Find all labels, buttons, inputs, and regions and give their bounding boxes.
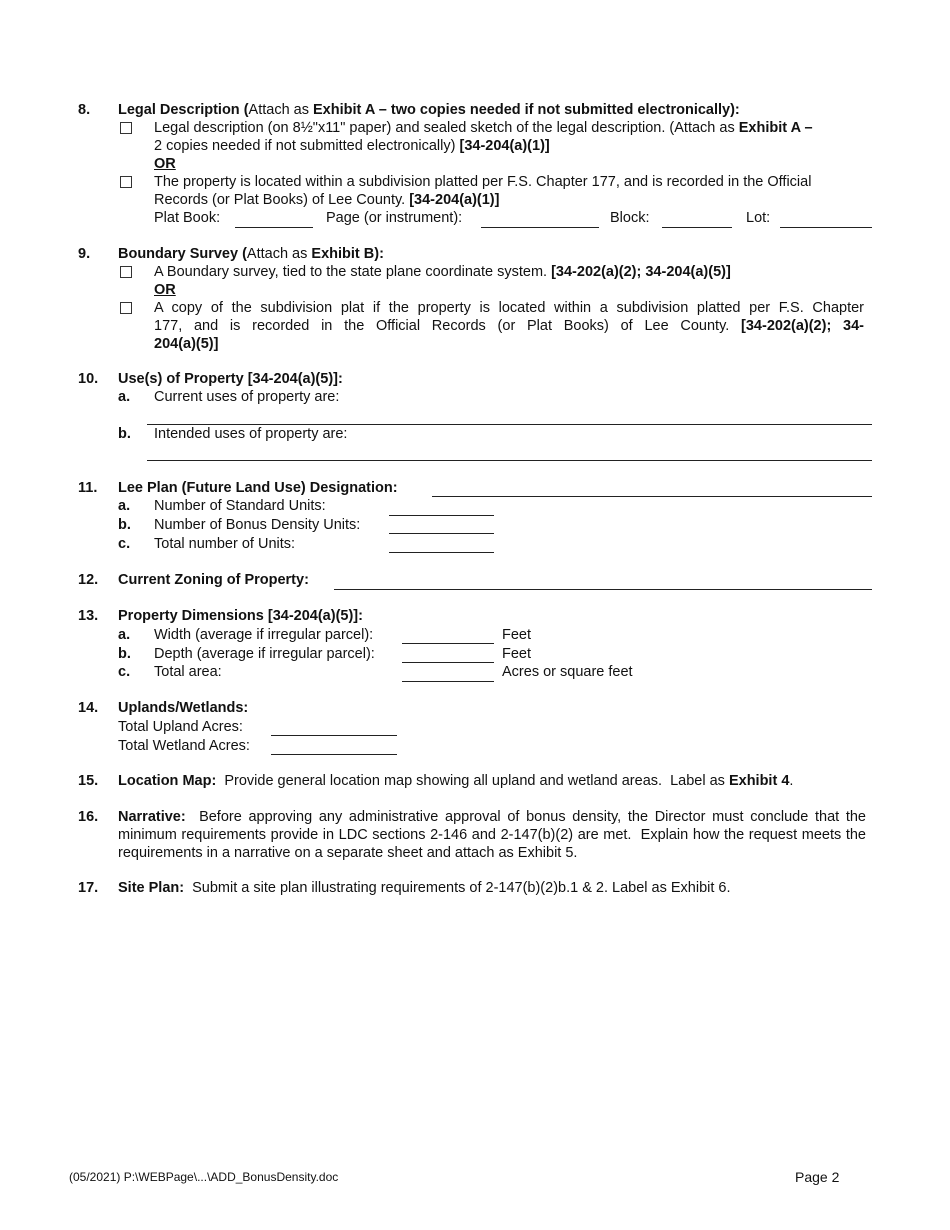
section-13-title: Property Dimensions [34-204(a)(5)]:	[118, 608, 363, 624]
section-9-title: Boundary Survey (Attach as Exhibit B):	[118, 246, 384, 262]
lot-label: Lot:	[746, 210, 771, 226]
legal-description-option-line1: Legal description (on 8½"x11" paper) and sealed sketch of the legal description. (Attach as Exhibit A –	[154, 120, 813, 136]
item-letter-b: b.	[118, 646, 131, 662]
total-units-label: Total number of Units:	[154, 536, 296, 552]
depth-label: Depth (average if irregular parcel):	[154, 646, 375, 662]
lot-field[interactable]	[780, 227, 872, 228]
item-letter-a: a.	[118, 389, 131, 405]
block-label: Block:	[610, 210, 650, 226]
plat-book-label: Plat Book:	[154, 210, 221, 226]
section-16-number: 16.	[78, 809, 99, 825]
footer-page-number: Page 2	[795, 1169, 840, 1185]
section-12-number: 12.	[78, 572, 99, 588]
item-letter-a: a.	[118, 627, 131, 643]
standard-units-label: Number of Standard Units:	[154, 498, 326, 514]
section-11-number: 11.	[78, 480, 98, 496]
depth-field[interactable]	[402, 662, 494, 663]
standard-units-field[interactable]	[389, 515, 494, 516]
page-instrument-field[interactable]	[481, 227, 599, 228]
width-label: Width (average if irregular parcel):	[154, 627, 374, 643]
width-field[interactable]	[402, 643, 494, 644]
total-area-label: Total area:	[154, 664, 222, 680]
subdivision-plat-copy-checkbox[interactable]	[120, 302, 132, 314]
section-8-title: Legal Description (Attach as Exhibit A – two copies needed if not submitted electronically):	[118, 102, 740, 118]
total-area-field[interactable]	[402, 681, 494, 682]
block-field[interactable]	[662, 227, 732, 228]
section-8-number: 8.	[78, 102, 91, 118]
section-9-number: 9.	[78, 246, 91, 262]
item-letter-a: a.	[118, 498, 131, 514]
intended-uses-field[interactable]	[147, 460, 872, 461]
subdivision-option-line1: The property is located within a subdivision platted per F.S. Chapter 177, and is recorded in the Official	[154, 174, 812, 190]
narrative-text: Narrative: Before approving any administrative approval of bonus density, the Director must conclude that the minimum requirements provide in LDC sections 2-146 and 2-147(b)(2) are met. Explain how the request meets the requirements in a narrative on a separate sheet and attach as Exhibit 5.	[118, 809, 871, 861]
or-label: OR	[154, 156, 176, 172]
subdivision-plat-copy-line1: A copy of the subdivision plat if the property is located within a subdivision platted per F.S. Chapter	[154, 300, 864, 316]
site-plan-text: Site Plan: Submit a site plan illustrating requirements of 2-147(b)(2)b.1 & 2. Label as Exhibit 6.	[118, 880, 731, 896]
section-14-title: Uplands/Wetlands:	[118, 700, 249, 716]
item-letter-c: c.	[118, 664, 131, 680]
bonus-density-units-field[interactable]	[389, 533, 494, 534]
subdivision-plat-copy-line3: 204(a)(5)]	[154, 336, 219, 352]
item-letter-b: b.	[118, 517, 131, 533]
legal-description-option-line2: 2 copies needed if not submitted electronically) [34-204(a)(1)]	[154, 138, 550, 154]
total-units-field[interactable]	[389, 552, 494, 553]
wetland-acres-field[interactable]	[271, 754, 397, 755]
section-13-number: 13.	[78, 608, 99, 624]
wetland-acres-label: Total Wetland Acres:	[118, 738, 250, 754]
depth-unit: Feet	[502, 646, 532, 662]
section-11-title: Lee Plan (Future Land Use) Designation:	[118, 480, 398, 496]
or-label: OR	[154, 282, 176, 298]
section-10-number: 10.	[78, 371, 99, 387]
boundary-survey-option: A Boundary survey, tied to the state plane coordinate system. [34-202(a)(2); 34-204(a)(5)]	[154, 264, 731, 280]
subdivision-plat-checkbox[interactable]	[120, 176, 132, 188]
bonus-density-units-label: Number of Bonus Density Units:	[154, 517, 361, 533]
page-instrument-label: Page (or instrument):	[326, 210, 463, 226]
width-unit: Feet	[502, 627, 532, 643]
item-letter-b: b.	[118, 426, 131, 442]
subdivision-plat-copy-line2: 177, and is recorded in the Official Records (or Plat Books) of Lee County. [34-202(a)(2); 34-	[154, 318, 864, 334]
intended-uses-label: Intended uses of property are:	[154, 426, 348, 442]
legal-description-checkbox[interactable]	[120, 122, 132, 134]
subdivision-option-line2: Records (or Plat Books) of Lee County. [34-204(a)(1)]	[154, 192, 500, 208]
upland-acres-field[interactable]	[271, 735, 397, 736]
footer-document-path: (05/2021) P:\WEBPage\...\ADD_BonusDensity.doc	[69, 1170, 339, 1184]
location-map-text: Location Map: Provide general location map showing all upland and wetland areas. Label as Exhibit 4.	[118, 773, 794, 789]
upland-acres-label: Total Upland Acres:	[118, 719, 243, 735]
total-area-unit: Acres or square feet	[502, 664, 633, 680]
section-14-number: 14.	[78, 700, 99, 716]
future-land-use-field[interactable]	[432, 496, 872, 497]
section-17-number: 17.	[78, 880, 99, 896]
section-12-title: Current Zoning of Property:	[118, 572, 309, 588]
item-letter-c: c.	[118, 536, 131, 552]
section-15-number: 15.	[78, 773, 99, 789]
boundary-survey-checkbox[interactable]	[120, 266, 132, 278]
current-uses-label: Current uses of property are:	[154, 389, 340, 405]
section-10-title: Use(s) of Property [34-204(a)(5)]:	[118, 371, 343, 387]
current-zoning-field[interactable]	[334, 589, 872, 590]
plat-book-field[interactable]	[235, 227, 313, 228]
